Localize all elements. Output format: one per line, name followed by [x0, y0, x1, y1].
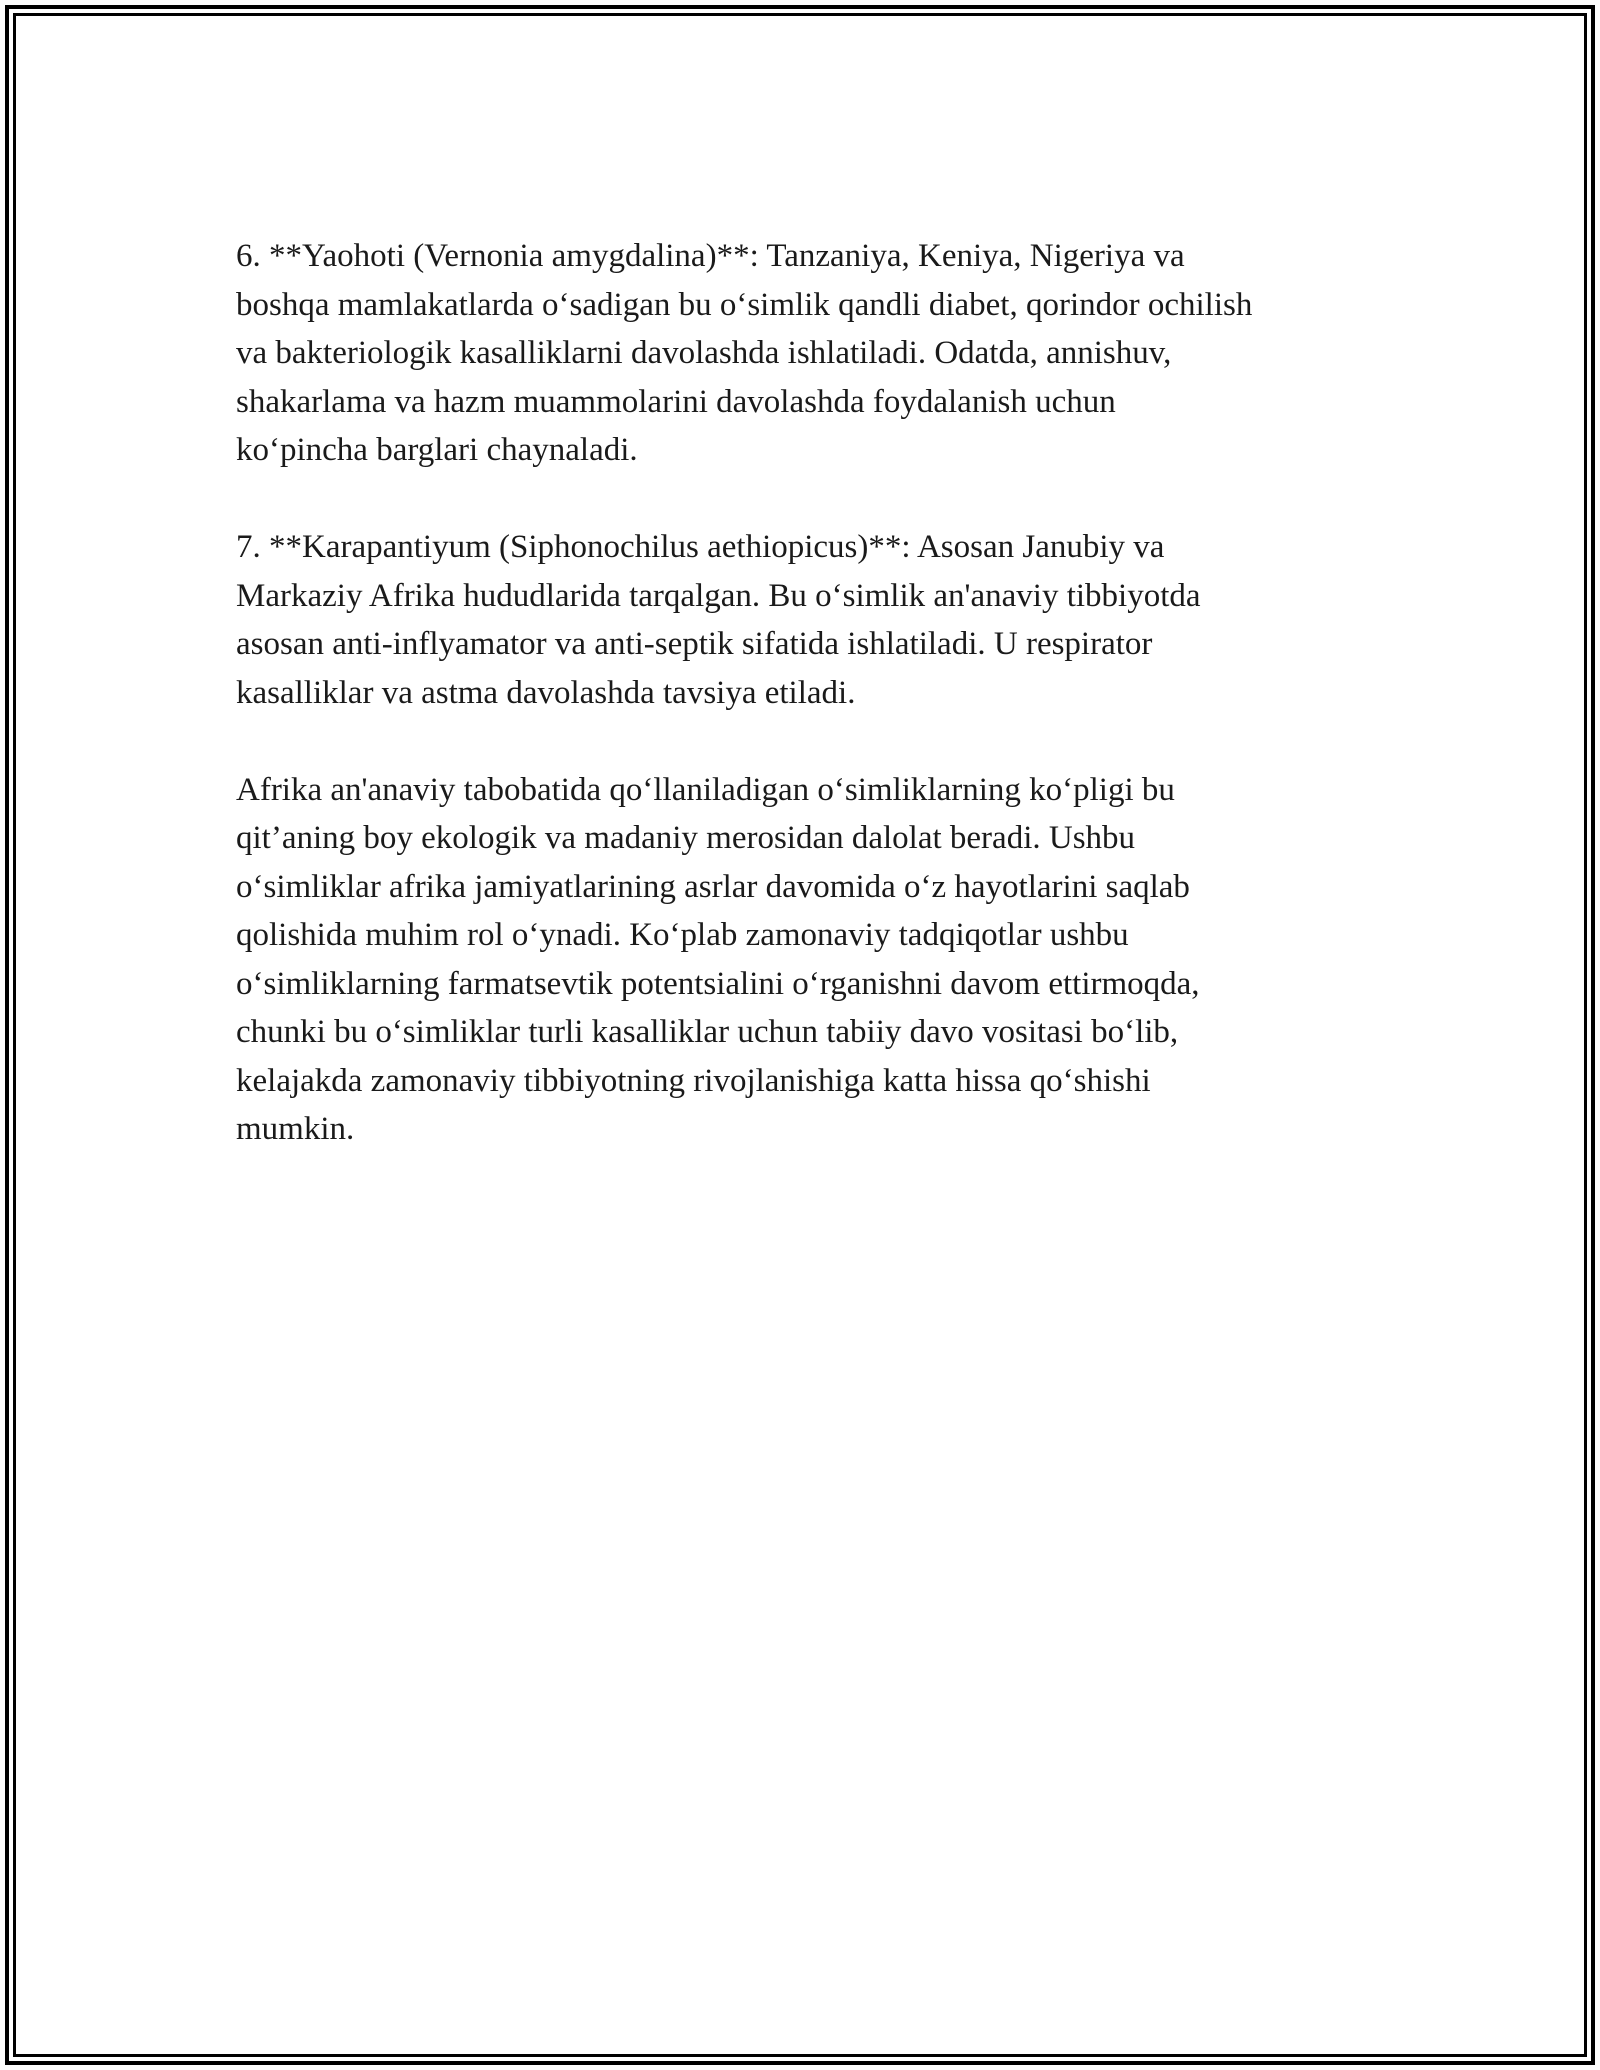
document-body [236, 232, 1376, 1202]
paragraph-conclusion: Afrika an'anaviy tabobatida qo‘llaniladigan o‘simliklarning ko‘pligi bu qit’aning boy ekologik va madaniy merosidan dalolat beradi. Ushbu o‘simliklar afrika jamiyatlarining asrlar davomida o‘z hayotlarini saqlab qolishida muhim rol o‘ynadi. Ko‘plab zamonaviy tadqiqotlar ushbu o‘simliklarning farmatsevtik potentsialini o‘rganishni davom ettirmoqda, chunki bu o‘simliklar turli kasalliklar uchun tabiiy davo vositasi bo‘lib, kelajakda zamonaviy tibbiyotning rivojlanishiga katta hissa qo‘shishi mumkin. [236, 771, 1200, 1147]
paragraph-item-6: 6. **Yaohoti (Vernonia amygdalina)**: Tanzaniya, Keniya, Nigeriya va boshqa mamlakatlarda o‘sadigan bu o‘simlik qandli diabet, qorindor ochilish va bakteriologik kasalliklarni davolashda ishlatiladi. Odatda, annishuv, shakarlama va hazm muammolarini davolashda foydalanish uchun ko‘pincha barglari chaynaladi. [236, 238, 1253, 468]
paragraph-item-7: 7. **Karapantiyum (Siphonochilus aethiopicus)**: Asosan Janubiy va Markaziy Afrika hududlarida tarqalgan. Bu o‘simlik an'anaviy tibbiyotda asosan anti-inflyamator va anti-septik sifatida ishlatiladi. U respirator kasalliklar va astma davolashda tavsiya etiladi. [236, 529, 1201, 711]
